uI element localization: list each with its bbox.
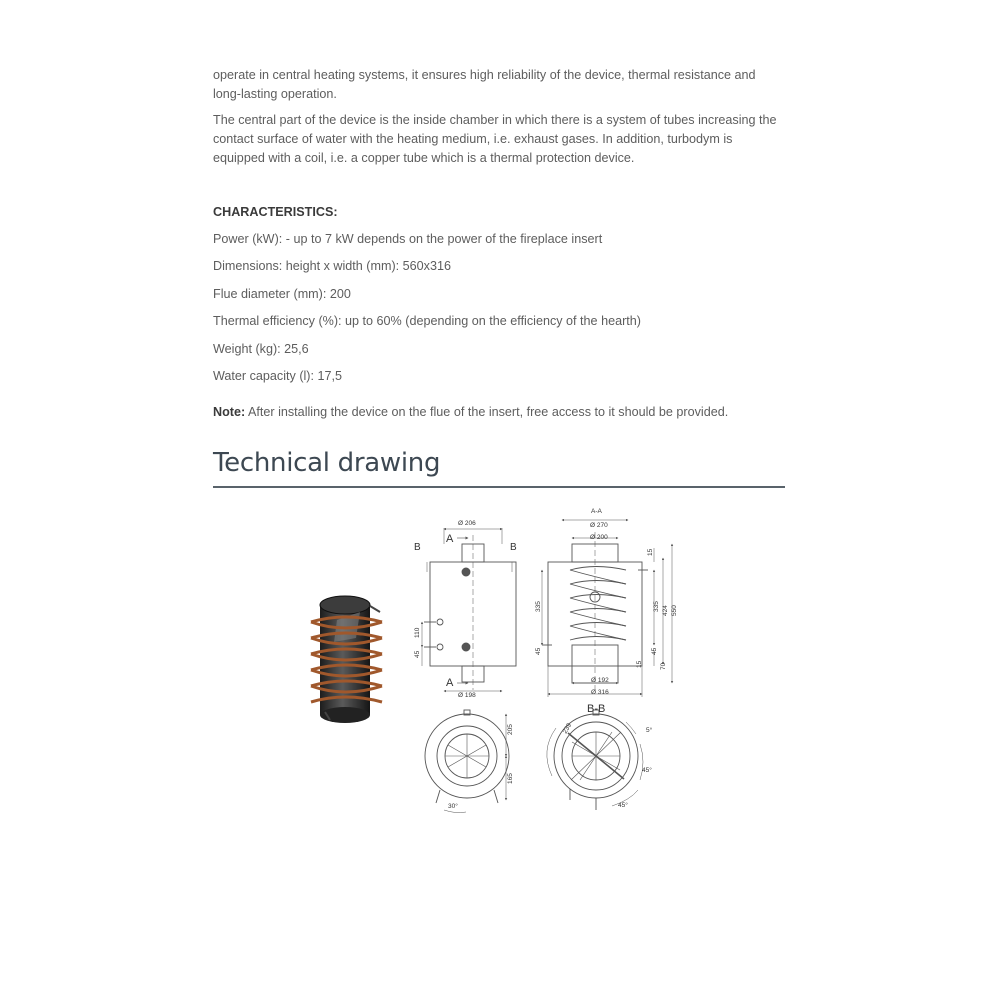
dim-45-right: 45 xyxy=(651,647,658,655)
angle-45-a: 45° xyxy=(642,767,652,774)
section-a-a-labels xyxy=(535,508,678,696)
angle-45-b: 45° xyxy=(618,802,628,809)
characteristics-title: CHARACTERISTICS: xyxy=(213,205,338,219)
dim-45-left: 45 xyxy=(414,650,421,658)
dim-70: 70 xyxy=(660,662,667,670)
spec-thermal-efficiency: Thermal efficiency (%): up to 60% (depending on the efficiency of the hearth) xyxy=(213,314,641,328)
spec-water-capacity: Water capacity (l): 17,5 xyxy=(213,369,343,383)
plan-view xyxy=(425,710,509,813)
front-view xyxy=(422,528,516,691)
dim-335-left: 335 xyxy=(535,601,542,612)
aa-diameter-192: Ø 192 xyxy=(591,677,609,684)
dim-239: 239 xyxy=(561,722,574,735)
section-a-a-title: A-A xyxy=(591,508,602,515)
product-render xyxy=(311,596,382,723)
dim-45-low: 45 xyxy=(535,647,542,655)
aa-diameter-316: Ø 316 xyxy=(591,689,609,696)
dim-424: 424 xyxy=(662,605,669,616)
section-a-top: A xyxy=(446,533,454,545)
front-top-diameter: Ø 206 xyxy=(458,520,476,527)
section-b-b-title: B-B xyxy=(587,703,606,715)
section-b-left: B xyxy=(414,542,421,553)
note-text: After installing the device on the flue of the insert, free access to it should be provided. xyxy=(245,405,729,419)
section-heading: Technical drawing xyxy=(213,448,441,478)
front-bottom-diameter: Ø 198 xyxy=(458,692,476,699)
dim-165: 165 xyxy=(507,773,514,784)
note-label: Note: xyxy=(213,405,246,419)
spec-dimensions: Dimensions: height x width (mm): 560x316 xyxy=(213,259,451,273)
section-a-bottom: A xyxy=(446,677,454,689)
spec-power: Power (kW): - up to 7 kW depends on the power of the fireplace insert xyxy=(213,232,603,246)
angle-5: 5° xyxy=(646,727,653,734)
section-b-right: B xyxy=(510,542,517,553)
intro-paragraph-2: The central part of the device is the inside chamber in which there is a system of tubes increasing the contact surface of water with the heating medium, i.e. exhaust gases. In addition, turbodym is equipped with a coil, i.e. a copper tube which is a thermal protection device. xyxy=(213,113,777,165)
aa-diameter-200: Ø 200 xyxy=(590,534,608,541)
intro-paragraph-1: operate in central heating systems, it ensures high reliability of the device, thermal resistance and long-lasting operation. xyxy=(213,68,756,101)
spec-weight: Weight (kg): 25,6 xyxy=(213,342,309,356)
section-b-b-view xyxy=(547,710,643,810)
dim-15-bottom: 15 xyxy=(636,660,643,668)
spec-flue-diameter: Flue diameter (mm): 200 xyxy=(213,287,351,301)
front-view-labels xyxy=(414,520,517,699)
dim-110: 110 xyxy=(414,627,421,638)
dim-15-top: 15 xyxy=(647,548,654,556)
dim-550: 550 xyxy=(671,605,678,616)
dim-335-right: 335 xyxy=(653,601,660,612)
aa-diameter-270: Ø 270 xyxy=(590,522,608,529)
dim-205: 205 xyxy=(507,724,514,735)
angle-30: 30° xyxy=(448,803,458,810)
